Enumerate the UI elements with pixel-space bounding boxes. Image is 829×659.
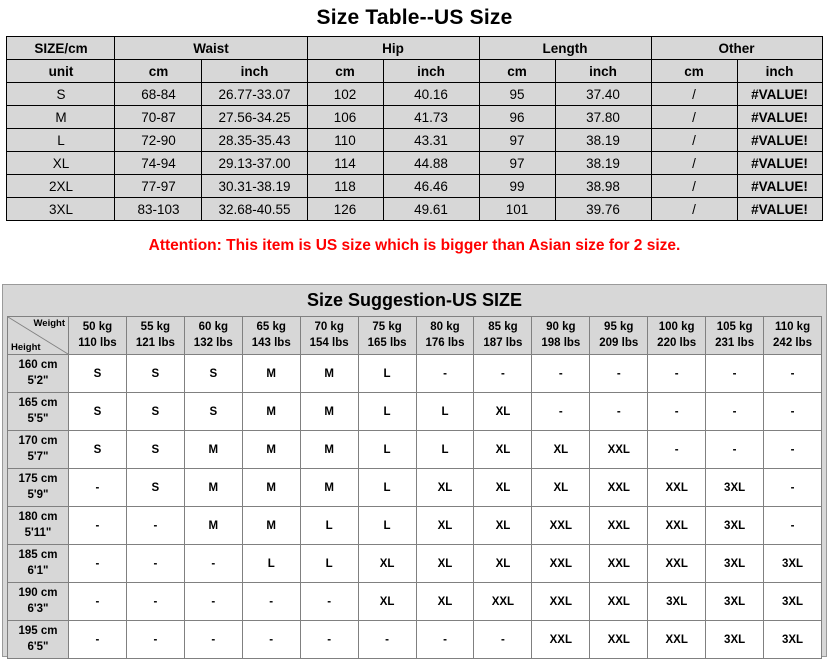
weight-lbs-label: 209 lbs [599, 336, 639, 349]
header-hip-cm: cm [307, 60, 383, 83]
header-unit: unit [7, 60, 115, 83]
size-suggestion-cell: S [126, 393, 184, 431]
weight-kg-label: 65 kg [256, 320, 286, 333]
measurement-cell: 101 [479, 198, 555, 221]
size-suggestion-cell: - [648, 355, 706, 393]
size-suggestion-cell: XL [358, 545, 416, 583]
measurement-cell: #VALUE! [737, 106, 822, 129]
size-suggestion-cell: XXL [590, 583, 648, 621]
size-suggestion-cell: L [358, 355, 416, 393]
height-ft-label: 5'7" [27, 450, 49, 463]
size-suggestion-cell: M [184, 507, 242, 545]
size-suggestion-cell: - [590, 355, 648, 393]
corner-height-label: Height [11, 342, 41, 353]
measurement-cell: / [651, 198, 737, 221]
size-suggestion-cell: S [69, 431, 127, 469]
measurement-cell: 77-97 [115, 175, 202, 198]
size-suggestion-cell: - [242, 583, 300, 621]
header-length-inch: inch [555, 60, 651, 83]
size-table-panel [0, 0, 829, 268]
weight-kg-label: 105 kg [716, 320, 753, 333]
measurement-cell: / [651, 83, 737, 106]
measurement-cell: 30.31-38.19 [202, 175, 307, 198]
size-suggestion-cell: - [764, 431, 822, 469]
height-row-header [8, 355, 69, 393]
measurement-cell: 37.40 [555, 83, 651, 106]
size-suggestion-cell: M [242, 507, 300, 545]
size-label-cell: S [7, 83, 115, 106]
table-row [7, 129, 822, 152]
height-ft-label: 6'5" [27, 640, 49, 653]
corner-weight-label: Weight [33, 318, 65, 329]
suggestion-row [8, 393, 822, 431]
size-suggestion-cell: - [126, 621, 184, 659]
weight-lbs-label: 231 lbs [715, 336, 755, 349]
measurement-cell: 38.98 [555, 175, 651, 198]
size-suggestion-cell: 3XL [764, 583, 822, 621]
height-row-header [8, 393, 69, 431]
size-suggestion-cell: XXL [590, 431, 648, 469]
measurement-cell: 83-103 [115, 198, 202, 221]
height-row-header [8, 469, 69, 507]
header-hip-inch: inch [383, 60, 479, 83]
size-suggestion-cell: - [300, 583, 358, 621]
measurement-cell: 44.88 [383, 152, 479, 175]
size-suggestion-cell: L [358, 393, 416, 431]
size-suggestion-cell: - [474, 621, 532, 659]
size-suggestion-cell: - [126, 583, 184, 621]
size-suggestion-cell: XL [416, 469, 474, 507]
height-cm-label: 160 cm [18, 358, 58, 371]
size-suggestion-cell: - [358, 621, 416, 659]
suggestion-table-head [8, 317, 822, 355]
measurement-cell: 97 [479, 129, 555, 152]
size-suggestion-cell: - [648, 431, 706, 469]
suggestion-row [8, 507, 822, 545]
size-label-cell: M [7, 106, 115, 129]
size-suggestion-cell: 3XL [706, 621, 764, 659]
height-ft-label: 5'2" [27, 374, 49, 387]
size-suggestion-cell: - [532, 393, 590, 431]
size-table-body [7, 83, 822, 221]
measurement-cell: 37.80 [555, 106, 651, 129]
size-suggestion-cell: XXL [532, 621, 590, 659]
weight-height-corner-cell [8, 317, 69, 355]
measurement-cell: 118 [307, 175, 383, 198]
size-suggestion-cell: - [416, 621, 474, 659]
measurement-cell: 97 [479, 152, 555, 175]
size-suggestion-cell: - [184, 583, 242, 621]
weight-kg-label: 70 kg [314, 320, 344, 333]
size-table-head [7, 37, 822, 83]
table-row [7, 152, 822, 175]
weight-kg-label: 110 kg [774, 320, 811, 333]
size-suggestion-cell: M [242, 469, 300, 507]
measurement-cell: #VALUE! [737, 175, 822, 198]
size-suggestion-cell: - [242, 621, 300, 659]
height-ft-label: 5'9" [27, 488, 49, 501]
height-row-header [8, 583, 69, 621]
size-suggestion-cell: - [69, 469, 127, 507]
size-suggestion-cell: - [69, 507, 127, 545]
size-suggestion-cell: S [126, 431, 184, 469]
size-suggestion-cell: M [242, 355, 300, 393]
size-suggestion-cell: XL [474, 469, 532, 507]
measurement-cell: #VALUE! [737, 152, 822, 175]
size-suggestion-cell: XXL [590, 621, 648, 659]
measurement-cell: / [651, 106, 737, 129]
height-cm-label: 180 cm [18, 510, 58, 523]
size-suggestion-cell: S [184, 393, 242, 431]
measurement-cell: 29.13-37.00 [202, 152, 307, 175]
size-suggestion-cell: L [358, 469, 416, 507]
suggestion-row [8, 469, 822, 507]
size-suggestion-cell: L [242, 545, 300, 583]
weight-lbs-label: 176 lbs [425, 336, 465, 349]
height-row-header [8, 431, 69, 469]
size-suggestion-cell: S [69, 393, 127, 431]
size-suggestion-cell: 3XL [706, 583, 764, 621]
weight-lbs-label: 220 lbs [657, 336, 697, 349]
measurement-cell: / [651, 129, 737, 152]
size-suggestion-cell: L [358, 431, 416, 469]
size-suggestion-cell: - [764, 469, 822, 507]
size-suggestion-cell: XL [532, 469, 590, 507]
size-suggestion-cell: - [706, 431, 764, 469]
measurement-cell: 41.73 [383, 106, 479, 129]
weight-lbs-label: 121 lbs [135, 336, 175, 349]
weight-lbs-label: 242 lbs [773, 336, 813, 349]
size-suggestion-cell: M [300, 355, 358, 393]
measurement-cell: #VALUE! [737, 198, 822, 221]
table-row [7, 198, 822, 221]
header-hip: Hip [307, 37, 479, 60]
size-suggestion-cell: - [300, 621, 358, 659]
size-suggestion-cell: S [184, 355, 242, 393]
weight-lbs-label: 132 lbs [193, 336, 233, 349]
height-cm-label: 175 cm [18, 472, 58, 485]
size-label-cell: 2XL [7, 175, 115, 198]
size-suggestion-cell: - [184, 621, 242, 659]
suggestion-row [8, 583, 822, 621]
suggestion-table-body [8, 355, 822, 659]
header-waist-inch: inch [202, 60, 307, 83]
measurement-cell: 68-84 [115, 83, 202, 106]
height-ft-label: 6'3" [27, 602, 49, 615]
size-suggestion-cell: XL [358, 583, 416, 621]
measurement-cell: / [651, 175, 737, 198]
page-title: Size Table--US Size [316, 6, 513, 29]
header-other: Other [651, 37, 822, 60]
size-suggestion-cell: M [184, 469, 242, 507]
attention-note: Attention: This item is US size which is bigger than Asian size for 2 size. [148, 237, 681, 254]
weight-column-header [242, 317, 300, 355]
header-waist-cm: cm [115, 60, 202, 83]
measurement-cell: 49.61 [383, 198, 479, 221]
size-suggestion-cell: L [358, 507, 416, 545]
measurement-cell: 110 [307, 129, 383, 152]
measurement-cell: 38.19 [555, 129, 651, 152]
weight-column-header [764, 317, 822, 355]
measurement-cell: 46.46 [383, 175, 479, 198]
size-suggestion-cell: XXL [590, 507, 648, 545]
weight-column-header [532, 317, 590, 355]
size-suggestion-cell: 3XL [706, 545, 764, 583]
suggestion-row [8, 431, 822, 469]
weight-lbs-label: 187 lbs [483, 336, 523, 349]
measurement-cell: 95 [479, 83, 555, 106]
size-suggestion-cell: XL [474, 431, 532, 469]
header-size-cm: SIZE/cm [7, 37, 115, 60]
height-cm-label: 170 cm [18, 434, 58, 447]
measurement-cell: 43.31 [383, 129, 479, 152]
weight-lbs-label: 143 lbs [251, 336, 291, 349]
measurement-cell: #VALUE! [737, 129, 822, 152]
height-row-header [8, 545, 69, 583]
size-suggestion-cell: L [416, 431, 474, 469]
size-suggestion-cell: M [300, 431, 358, 469]
size-suggestion-title: Size Suggestion-US SIZE [306, 290, 523, 310]
weight-column-header [300, 317, 358, 355]
weight-column-header [184, 317, 242, 355]
table-header-row-1 [7, 37, 822, 60]
weight-column-header [358, 317, 416, 355]
table-row [7, 106, 822, 129]
table-header-row-2 [7, 60, 822, 83]
measurement-cell: 126 [307, 198, 383, 221]
size-suggestion-cell: XXL [648, 469, 706, 507]
size-suggestion-table [7, 316, 822, 659]
weight-column-header [590, 317, 648, 355]
size-suggestion-cell: XL [532, 431, 590, 469]
measurement-cell: 99 [479, 175, 555, 198]
size-suggestion-cell: M [242, 431, 300, 469]
size-suggestion-cell: - [648, 393, 706, 431]
weight-column-header [474, 317, 532, 355]
size-label-cell: L [7, 129, 115, 152]
size-suggestion-cell: M [242, 393, 300, 431]
measurement-cell: 114 [307, 152, 383, 175]
height-cm-label: 165 cm [18, 396, 58, 409]
size-suggestion-cell: L [300, 507, 358, 545]
size-suggestion-cell: 3XL [706, 507, 764, 545]
header-other-inch: inch [737, 60, 822, 83]
weight-kg-label: 85 kg [488, 320, 518, 333]
size-suggestion-cell: M [300, 469, 358, 507]
size-suggestion-cell: - [69, 621, 127, 659]
weight-kg-label: 100 kg [658, 320, 695, 333]
weight-kg-label: 50 kg [82, 320, 113, 333]
measurement-cell: 40.16 [383, 83, 479, 106]
size-suggestion-cell: - [590, 393, 648, 431]
size-suggestion-cell: XXL [532, 545, 590, 583]
header-waist: Waist [115, 37, 307, 60]
measurement-cell: 102 [307, 83, 383, 106]
size-suggestion-cell: - [416, 355, 474, 393]
size-suggestion-cell: - [532, 355, 590, 393]
table-row [7, 83, 822, 106]
size-suggestion-cell: M [184, 431, 242, 469]
height-ft-label: 5'5" [27, 412, 49, 425]
measurement-cell: 106 [307, 106, 383, 129]
size-suggestion-cell: - [184, 545, 242, 583]
weight-column-header [416, 317, 474, 355]
size-suggestion-cell: - [126, 507, 184, 545]
size-suggestion-cell: XL [474, 393, 532, 431]
size-suggestion-cell: - [764, 393, 822, 431]
weight-kg-label: 80 kg [430, 320, 460, 333]
size-suggestion-cell: - [764, 355, 822, 393]
header-length-cm: cm [479, 60, 555, 83]
height-row-header [8, 507, 69, 545]
size-suggestion-cell: - [69, 583, 127, 621]
weight-kg-label: 60 kg [198, 320, 229, 333]
suggestion-row [8, 545, 822, 583]
measurement-cell: 74-94 [115, 152, 202, 175]
height-cm-label: 190 cm [18, 586, 58, 599]
size-suggestion-cell: XXL [532, 507, 590, 545]
height-row-header [8, 621, 69, 659]
measurement-cell: 72-90 [115, 129, 202, 152]
suggestion-row [8, 621, 822, 659]
measurement-cell: 32.68-40.55 [202, 198, 307, 221]
measurement-cell: 70-87 [115, 106, 202, 129]
size-suggestion-cell: XL [474, 507, 532, 545]
size-suggestion-cell: S [126, 355, 184, 393]
weight-lbs-label: 110 lbs [78, 336, 117, 349]
weight-kg-label: 95 kg [604, 320, 634, 333]
weight-lbs-label: 165 lbs [367, 336, 407, 349]
measurement-cell: #VALUE! [737, 83, 822, 106]
suggestion-header-row [8, 317, 822, 355]
size-suggestion-cell: 3XL [764, 621, 822, 659]
weight-column-header [126, 317, 184, 355]
height-cm-label: 185 cm [18, 548, 58, 561]
size-suggestion-cell: 3XL [648, 583, 706, 621]
size-suggestion-cell: M [300, 393, 358, 431]
size-suggestion-cell: XL [474, 545, 532, 583]
size-suggestion-cell: - [474, 355, 532, 393]
height-ft-label: 6'1" [27, 564, 49, 577]
height-cm-label: 195 cm [18, 624, 58, 637]
measurement-cell: 26.77-33.07 [202, 83, 307, 106]
size-suggestion-cell: XXL [532, 583, 590, 621]
size-suggestion-cell: XXL [648, 621, 706, 659]
measurement-cell: 28.35-35.43 [202, 129, 307, 152]
size-suggestion-cell: - [706, 355, 764, 393]
size-suggestion-cell: - [764, 507, 822, 545]
size-suggestion-cell: XXL [648, 507, 706, 545]
size-suggestion-cell: XXL [590, 469, 648, 507]
size-suggestion-cell: XXL [648, 545, 706, 583]
size-suggestion-cell: - [126, 545, 184, 583]
size-table [6, 36, 822, 221]
size-suggestion-cell: XL [416, 507, 474, 545]
size-suggestion-cell: 3XL [706, 469, 764, 507]
size-suggestion-cell: XXL [590, 545, 648, 583]
table-row [7, 175, 822, 198]
size-suggestion-cell: S [69, 355, 127, 393]
size-suggestion-cell: L [416, 393, 474, 431]
size-suggestion-cell: XL [416, 583, 474, 621]
height-ft-label: 5'11" [24, 526, 52, 539]
size-suggestion-cell: - [69, 545, 127, 583]
weight-column-header [706, 317, 764, 355]
size-suggestion-cell: L [300, 545, 358, 583]
size-suggestion-cell: XL [416, 545, 474, 583]
measurement-cell: 27.56-34.25 [202, 106, 307, 129]
header-length: Length [479, 37, 651, 60]
header-other-cm: cm [651, 60, 737, 83]
weight-lbs-label: 154 lbs [309, 336, 349, 349]
weight-kg-label: 55 kg [140, 320, 171, 333]
size-suggestion-panel [2, 284, 827, 657]
measurement-cell: 38.19 [555, 152, 651, 175]
measurement-cell: / [651, 152, 737, 175]
measurement-cell: 96 [479, 106, 555, 129]
size-label-cell: 3XL [7, 198, 115, 221]
suggestion-row [8, 355, 822, 393]
size-suggestion-cell: - [706, 393, 764, 431]
weight-kg-label: 90 kg [546, 320, 576, 333]
weight-column-header [69, 317, 127, 355]
size-suggestion-cell: XXL [474, 583, 532, 621]
weight-lbs-label: 198 lbs [541, 336, 581, 349]
size-suggestion-cell: S [126, 469, 184, 507]
measurement-cell: 39.76 [555, 198, 651, 221]
size-label-cell: XL [7, 152, 115, 175]
size-suggestion-cell: 3XL [764, 545, 822, 583]
weight-kg-label: 75 kg [372, 320, 402, 333]
weight-column-header [648, 317, 706, 355]
